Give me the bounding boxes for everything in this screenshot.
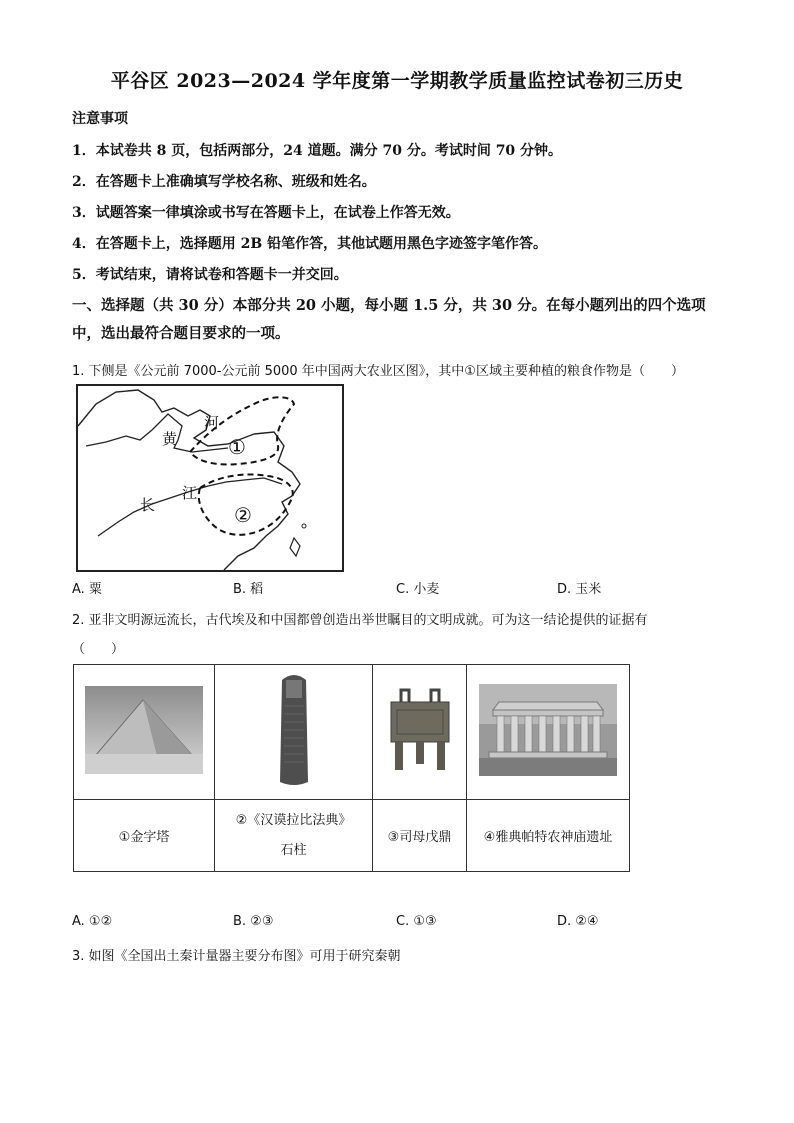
question-2-stem: 2. 亚非文明源远流长，古代埃及和中国都曾创造出举世瞩目的文明成就。可为这一结论提供的证据有 (72, 613, 648, 628)
q2-option-b[interactable]: B. ②③ (233, 914, 274, 929)
notice-heading: 注意事项 (72, 111, 128, 127)
notice-item-4: 4．在答题卡上，选择题用 2B 铅笔作答，其他试题用黑色字迹签字笔作答。 (72, 236, 548, 252)
question-3-stem: 3. 如图《全国出土秦计量器主要分布图》可用于研究秦朝 (72, 949, 401, 964)
bronze-ding-icon (381, 686, 459, 774)
label-area-2: ② (234, 503, 252, 527)
caption-hammurabi (215, 800, 373, 872)
coastline (78, 390, 300, 570)
q1-option-c[interactable]: C. 小麦 (396, 582, 440, 597)
caption-ding: ③司母戊鼎 (373, 800, 467, 872)
caption-parthenon: ④雅典帕特农神庙遗址 (467, 800, 630, 872)
label-area-1: ① (228, 435, 246, 459)
q1-option-a[interactable]: A. 粟 (72, 582, 102, 597)
ding-photo-cell (373, 665, 467, 800)
q2-option-d[interactable]: D. ②④ (557, 914, 599, 929)
q1-option-d[interactable]: D. 玉米 (557, 582, 602, 597)
q2-option-a[interactable]: A. ①② (72, 914, 113, 929)
section-1-instructions: 一、选择题（共 30 分）本部分共 20 小题，每小题 1.5 分，共 30 分。在每小题列出的四个选项中，选出最符合题目要求的一项。 (72, 297, 706, 342)
island-small (302, 524, 306, 528)
caption-hammurabi-line-2: 石柱 (280, 842, 307, 858)
label-he: 河 (204, 414, 220, 432)
caption-hammurabi-line-1: ②《汉谟拉比法典》 (235, 812, 352, 828)
pyramid-photo-cell (74, 665, 215, 800)
label-chang: 长 (140, 496, 156, 514)
label-jiang: 江 (182, 484, 198, 502)
map-drawing (78, 386, 342, 570)
question-1-stem: 1. 下侧是《公元前 7000-公元前 5000 年中国两大农业区图》，其中①区域主要种植的粮食作物是（ ） (72, 364, 684, 379)
pyramid-icon (85, 686, 203, 774)
q2-option-c[interactable]: C. ①③ (396, 914, 437, 929)
parthenon-icon (479, 684, 617, 776)
caption-pyramid: ①金字塔 (74, 800, 215, 872)
parthenon-photo-cell (467, 665, 630, 800)
exam-title: 平谷区 2023—2024 学年度第一学期教学质量监控试卷初三历史 (110, 70, 684, 92)
label-huang: 黄 (162, 430, 178, 448)
notice-item-5: 5．考试结束，请将试卷和答题卡一并交回。 (72, 267, 348, 283)
notice-item-3: 3．试题答案一律填涂或书写在答题卡上，在试卷上作答无效。 (72, 205, 460, 221)
question-2-paren: （ ） (72, 642, 125, 657)
relics-table (73, 664, 630, 872)
stele-icon (274, 670, 314, 790)
notice-item-2: 2．在答题卡上准确填写学校名称、班级和姓名。 (72, 174, 376, 190)
q1-option-b[interactable]: B. 稻 (233, 582, 264, 597)
island-taiwan (290, 538, 300, 556)
agriculture-region-map (76, 384, 344, 572)
notice-item-1: 1．本试卷共 8 页，包括两部分，24 道题。满分 70 分。考试时间 70 分钟。 (72, 143, 563, 159)
stele-photo-cell (215, 665, 373, 800)
